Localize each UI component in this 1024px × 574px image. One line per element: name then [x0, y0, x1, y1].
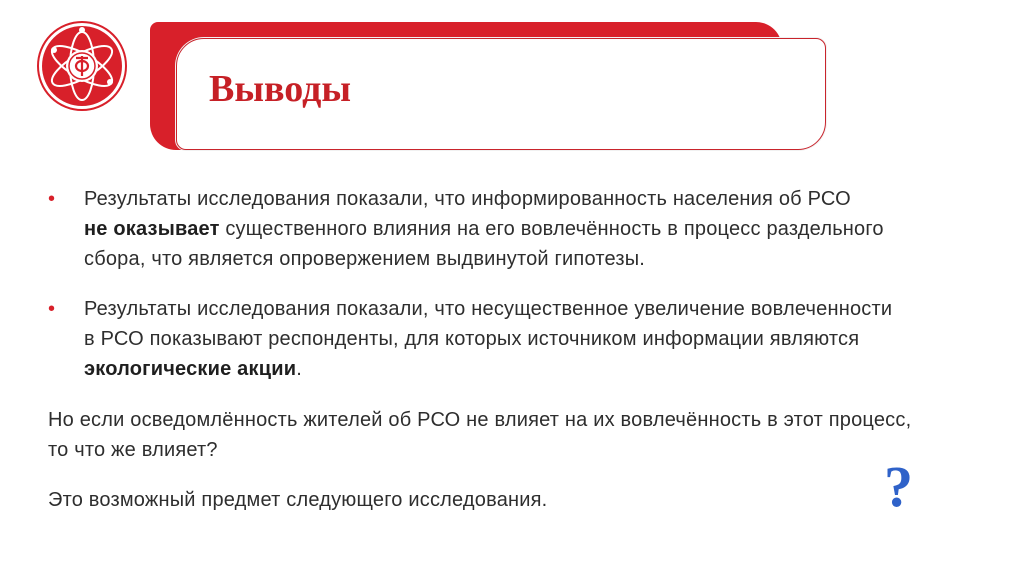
- bullet-2-line-3: [84, 354, 964, 384]
- bullet-2-line-2: в РСО показывают респонденты, для которых источником информации являются: [84, 328, 860, 350]
- question-line-1: Но если осведомлённость жителей об РСО не влияет на их вовлечённость в этот процесс,: [48, 409, 912, 431]
- bullet-1-line-3: сбора, что является опровержением выдвинутой гипотезы.: [84, 248, 646, 270]
- bullet-1-line-2-rest: существенного влияния на его вовлечённость в процесс раздельного: [219, 218, 884, 240]
- bullet-2-line-1: Результаты исследования показали, что несущественное увеличение вовлеченности: [84, 298, 893, 320]
- question-line-2: то что же влияет?: [48, 439, 218, 461]
- bullet-dot-icon: •: [48, 298, 56, 320]
- bullet-text-2: [84, 294, 964, 384]
- question-mark-icon: ?: [884, 454, 913, 519]
- closing-paragraph: Это возможный предмет следующего исследования.: [48, 489, 548, 511]
- bullet-1-line-2: [84, 214, 964, 244]
- bullet-dot-icon: •: [48, 188, 56, 210]
- bullet-1-emphasis: не оказывает: [84, 218, 220, 240]
- bullet-1-line-1: Результаты исследования показали, что информированность населения об РСО: [84, 188, 851, 210]
- bullet-text-1: [84, 184, 964, 274]
- bullet-2-emphasis: экологические акции: [84, 358, 297, 380]
- atom-emblem-icon: [36, 20, 128, 112]
- bullet-2-line-3-rest: .: [296, 358, 302, 380]
- question-paragraph: [48, 405, 988, 465]
- page-title: Выводы: [209, 68, 352, 110]
